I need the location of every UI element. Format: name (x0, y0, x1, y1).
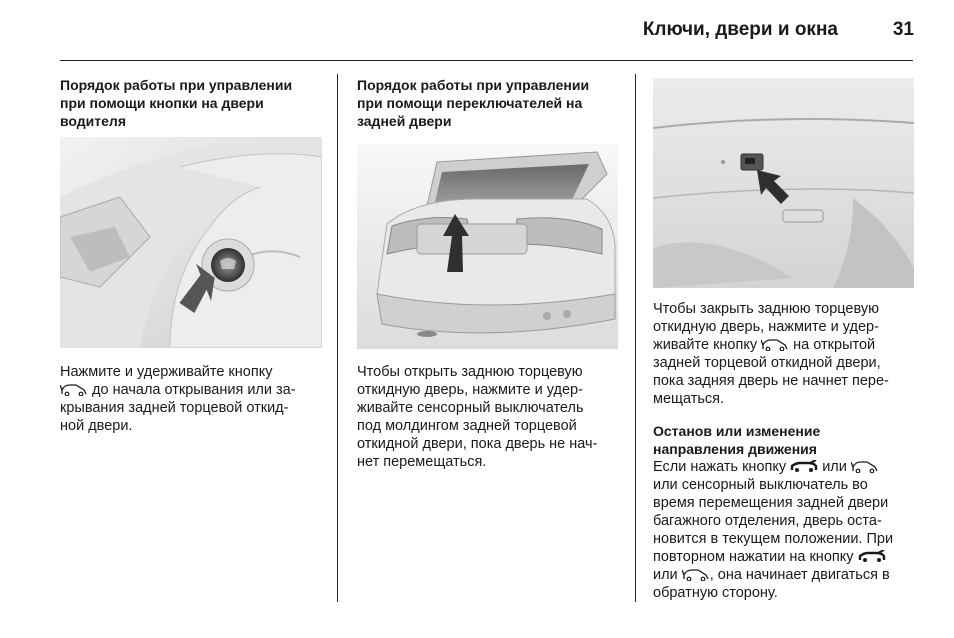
tailgate-open-icon (60, 383, 88, 396)
rear-tailgate-illustration (357, 144, 618, 349)
col3-body2: Если нажать кнопку или или сенсорный выключатель во время перемещения задней двери багажного отделения, дверь оста- новится в текущем положении. При повторном нажатии на кнопку или , она начинает двигаться в обратную сторону. (653, 459, 894, 601)
col2-heading: Порядок работы при управлении при помощи переключателей на задней двери (357, 77, 590, 129)
driver-door-button-illustration (60, 137, 322, 348)
open-tailgate-button-illustration (653, 78, 914, 288)
page-number: 31 (892, 19, 914, 40)
tailgate-open-icon (761, 338, 789, 351)
tailgate-open-icon (682, 568, 710, 581)
car-trunk-icon (858, 550, 886, 563)
column-divider (635, 74, 636, 602)
col1-body: Нажмите и удерживайте кнопку до начала открывания или за- крывания задней торцевой откид- ной двери. (60, 364, 296, 434)
col1-heading: Порядок работы при управлении при помощи кнопки на двери водителя (60, 77, 293, 129)
section-title: Ключи, двери и окна (642, 19, 838, 40)
tailgate-open-icon (851, 460, 879, 473)
col2-body: Чтобы открыть заднюю торцевую откидную дверь, нажмите и удер- живайте сенсорный выключатель под молдингом задней торцевой откидной двери, пока дверь не нач- нет перемещаться. (357, 364, 598, 470)
col3-body1: Чтобы закрыть заднюю торцевую откидную дверь, нажмите и удер- живайте кнопку на открытой задней торцевой откидной двери, пока задняя дверь не начнет пере- мещаться. (653, 301, 889, 407)
col3-heading: Останов или изменение направления движения (653, 423, 821, 457)
column-divider (337, 74, 338, 602)
car-trunk-icon (790, 460, 818, 473)
header-divider (60, 60, 913, 61)
